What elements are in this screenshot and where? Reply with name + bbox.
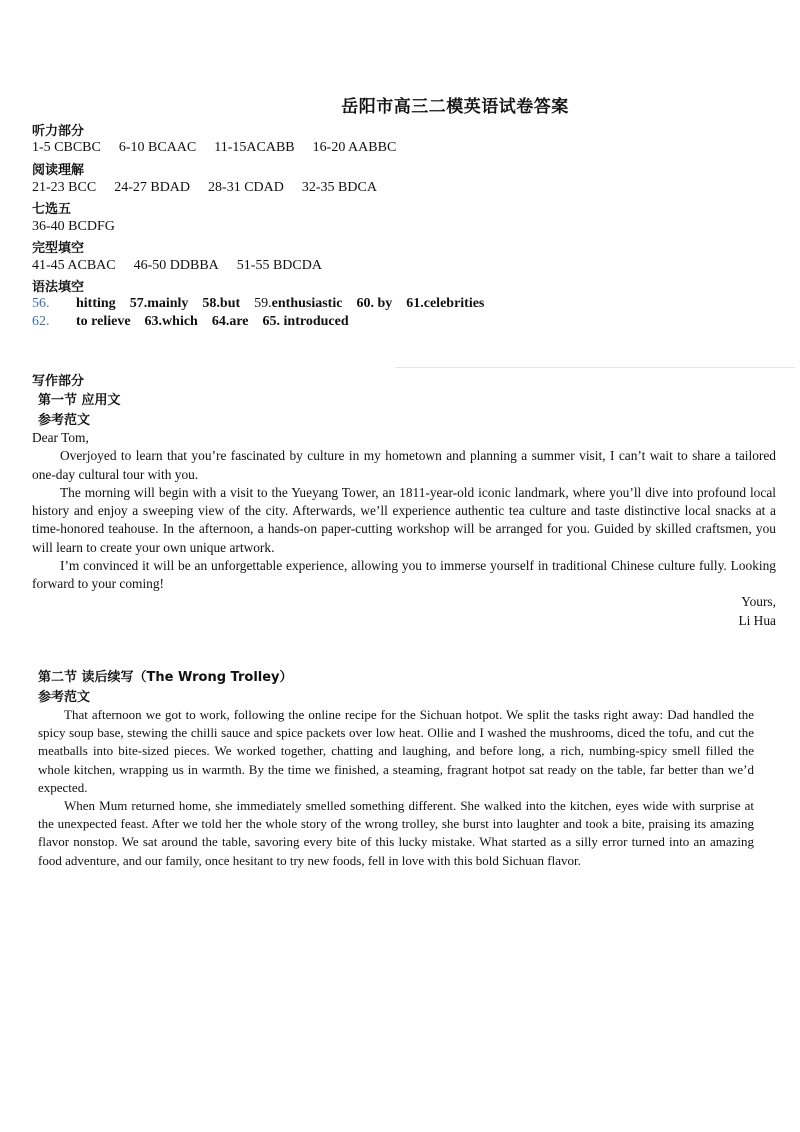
- listening-heading: 听力部分: [32, 124, 85, 139]
- question-number: 56.: [32, 296, 50, 311]
- answer-group: 6-10 BCAAC: [118, 140, 197, 155]
- part1-reference-label: 参考范文: [38, 413, 91, 428]
- seven-five-answers: [32, 219, 133, 235]
- grammar-answer: enthusiastic: [271, 296, 343, 311]
- page-title: 岳阳市高三二模英语试卷答案: [341, 97, 569, 117]
- cloze-heading: 完型填空: [32, 241, 85, 256]
- seven-five-heading: 七选五: [32, 202, 72, 217]
- grammar-answer: 65. introduced: [262, 314, 349, 329]
- reading-heading: 阅读理解: [32, 163, 85, 178]
- grammar-answer: 58.but: [202, 296, 241, 311]
- part1-heading: 第一节 应用文: [38, 393, 121, 408]
- story-paragraph: That afternoon we got to work, following the online recipe for the Sichuan hotpot. We split the tasks right away: Dad handled the spicy soup base, stewing the chilli sauce and spice packets over low heat. Ollie and I washed the mushrooms, diced the tofu, and cut the meatballs into bite-sized pieces. We worked together, chatting and laughing, and before long, a rich, numbing-spicy smell filled the whole kitchen, wrapping us in warmth. By the time we finished, a steaming, fragrant hotpot sat ready on the table, far better than we’d expected.: [38, 707, 754, 795]
- answer-group: 1-5 CBCBC: [32, 140, 101, 155]
- part2-reference-label: 参考范文: [38, 690, 91, 705]
- letter-paragraph: I’m convinced it will be an unforgettable experience, allowing you to immerse yourself in traditional Chinese culture fully. Looking forward to your coming!: [32, 558, 776, 592]
- grammar-answer: 63.which: [144, 314, 198, 329]
- divider: [395, 367, 795, 368]
- answer-group: 46-50 DDBBA: [133, 258, 219, 273]
- answer-group: 24-27 BDAD: [114, 180, 191, 195]
- letter-paragraph: The morning will begin with a visit to the Yueyang Tower, an 1811-year-old iconic landmark, where you’ll dive into profound local history and enjoy a sweeping view of the city. Afterwards, we’ll experience authentic tea culture and taste distinctive local snacks at a time-honored teahouse. In the afternoon, a hands-on paper-cutting workshop will be arranged for you. Guided by skilled craftsmen, you will learn to create your own unique artwork.: [32, 484, 776, 555]
- part2-heading: 第二节 读后续写（The Wrong Trolley）: [38, 670, 293, 685]
- salutation: Dear Tom,: [32, 430, 89, 445]
- answer-group: 41-45 ACBAC: [32, 258, 116, 273]
- answer-group: 36-40 BCDFG: [32, 219, 115, 234]
- letter-paragraph: Overjoyed to learn that you’re fascinated by culture in my hometown and planning a summer visit, I can’t wait to share a tailored one-day cultural tour with you.: [32, 448, 776, 482]
- writing-heading: 写作部分: [32, 374, 85, 389]
- reading-answers: [32, 180, 395, 196]
- cloze-answers: [32, 258, 340, 274]
- story-body: [38, 706, 754, 870]
- listening-answers: [32, 140, 414, 156]
- question-number: 62.: [32, 314, 50, 329]
- story-paragraph: When Mum returned home, she immediately smelled something different. She walked into the kitchen, eyes wide with surprise at the unexpected feast. After we told her the whole story of the wrong trolley, she burst into laughter and took a bite, praising its amazing flavor nonstop. We sat around the table, savoring every bite of this lucky mistake. What started as a silly error turned into an amazing food adventure, and our family, once hesitant to try new foods, fell in love with this bold Sichuan flavor.: [38, 798, 754, 868]
- answer-group: 16-20 AABBC: [312, 140, 397, 155]
- answer-group: 32-35 BDCA: [301, 180, 377, 195]
- grammar-answer: 57.mainly: [129, 296, 189, 311]
- answer-group: 28-31 CDAD: [208, 180, 284, 195]
- answer-group: 51-55 BDCDA: [236, 258, 322, 273]
- grammar-answer: to relieve: [76, 314, 131, 329]
- grammar-answer: hitting: [76, 296, 116, 311]
- answer-group: 21-23 BCC: [32, 180, 97, 195]
- grammar-answer: 61.celebrities: [406, 296, 485, 311]
- grammar-heading: 语法填空: [32, 280, 85, 295]
- grammar-answer: 60. by: [356, 296, 393, 311]
- grammar-answer: 64.are: [211, 314, 249, 329]
- letter-signature: Li Hua: [738, 613, 776, 628]
- letter-closing: Yours,: [741, 594, 776, 609]
- grammar-row-2: [32, 314, 363, 330]
- letter-body: [32, 429, 776, 594]
- grammar-row-1: [32, 296, 498, 312]
- question-number: 59.: [254, 296, 272, 311]
- answer-group: 11-15ACABB: [214, 140, 295, 155]
